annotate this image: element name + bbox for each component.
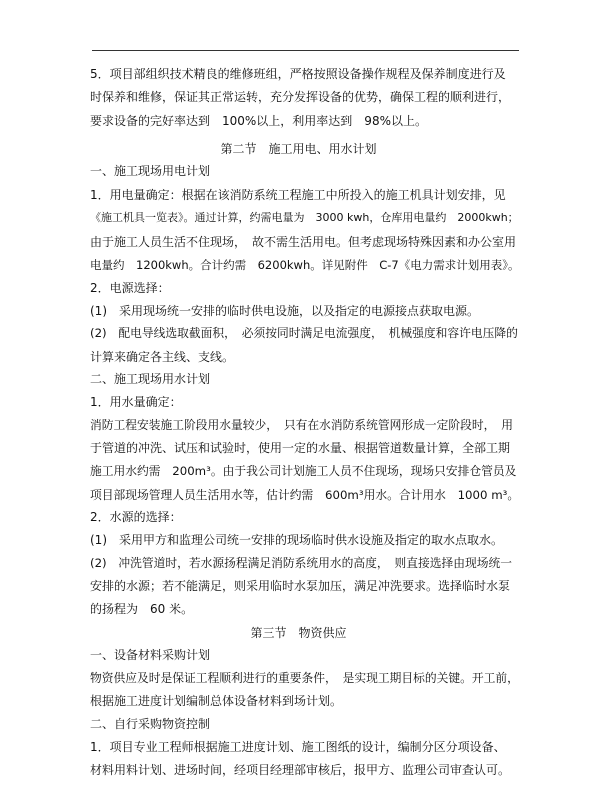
subsection-heading: 一、施工现场用电计划: [90, 164, 211, 178]
paragraph-line: (2) 冲洗管道时，若水源扬程满足消防系统用水的高度， 则直接选择由现场统一: [90, 556, 513, 570]
paragraph-line: 要求设备的完好率达到 100%以上，利用率达到 98%以上。: [90, 114, 427, 128]
subsection-heading: 二、自行采购物资控制: [90, 717, 211, 731]
paragraph-line: 2．电源选择：: [90, 281, 170, 295]
paragraph-line: 2．水源的选择：: [90, 510, 182, 524]
paragraph-line: 由于施工人员生活不住现场， 故不需生活用电。但考虑现场特殊因素和办公室用: [90, 235, 517, 249]
paragraph-line: 材料用料计划、进场时间，经项目经理部审核后，报甲方、监理公司审查认可。: [90, 763, 511, 777]
paragraph-line: 1．项目专业工程师根据施工进度计划、施工图纸的设计，编制分区分项设备、: [90, 740, 506, 754]
paragraph-line: 物资供应及时是保证工程顺利进行的重要条件， 是实现工期目标的关键。开工前，: [90, 671, 519, 685]
paragraph-line: 安排的水源；若不能满足，则采用临时水泵加压，满足冲洗要求。选择临时水泵: [90, 579, 511, 593]
paragraph-line: 《施工机具一览表》。通过计算，约需电量为 3000 kwh，仓库用电量约 2000kwh；: [90, 211, 519, 224]
paragraph-line: 5．项目部组织技术精良的维修班组，严格按照设备操作规程及保养制度进行及: [90, 67, 506, 81]
paragraph-line: 于管道的冲洗、试压和试验时，使用一定的水量、根据管道数量计算，全部工期: [90, 441, 511, 455]
paragraph-line: 施工用水约需 200m³。由于我公司计划施工人员不住现场，现场只安排仓管员及: [90, 464, 517, 478]
paragraph-line: 电量约 1200kwh。合计约需 6200kwh。详见附件 C-7《电力需求计划用表》。: [90, 258, 520, 272]
paragraph-line: 1．用水量确定：: [90, 395, 182, 409]
paragraph-line: 项目部现场管理人员生活用水等，估计约需 600m³用水。合计用水 1000 m³。: [90, 488, 520, 502]
subsection-heading: 一、设备材料采购计划: [90, 648, 211, 662]
paragraph-line: (1) 采用现场统一安排的临时供电设施，以及指定的电源接点获取电源。: [90, 304, 480, 318]
section-heading: 第二节 施工用电、用水计划: [220, 142, 377, 156]
paragraph-line: 时保养和维修，保证其正常运转，充分发挥设备的优势，确保工程的顺利进行，: [90, 90, 511, 104]
paragraph-line: (1) 采用甲方和监理公司统一安排的现场临时供水设施及指定的取水点取水。: [90, 533, 504, 547]
paragraph-line: 1．用电量确定：根据在该消防系统工程施工中所投入的施工机具计划安排，见: [90, 188, 506, 202]
header-rule: [92, 50, 519, 51]
paragraph-line: (2) 配电导线选取截面积， 必须按同时满足电流强度， 机械强度和容许电压降的: [90, 326, 518, 340]
section-heading: 第三节 物资供应: [250, 626, 347, 640]
paragraph-line: 计算来确定各主线、支线。: [90, 350, 235, 364]
paragraph-line: 根据施工进度计划编制总体设备材料到场计划。: [90, 694, 343, 708]
paragraph-line: 的扬程为 60 米。: [90, 602, 194, 616]
paragraph-line: 消防工程安装施工阶段用水量较少， 只有在水消防系统管网形成一定阶段时， 用: [90, 418, 513, 432]
subsection-heading: 二、施工现场用水计划: [90, 372, 211, 386]
